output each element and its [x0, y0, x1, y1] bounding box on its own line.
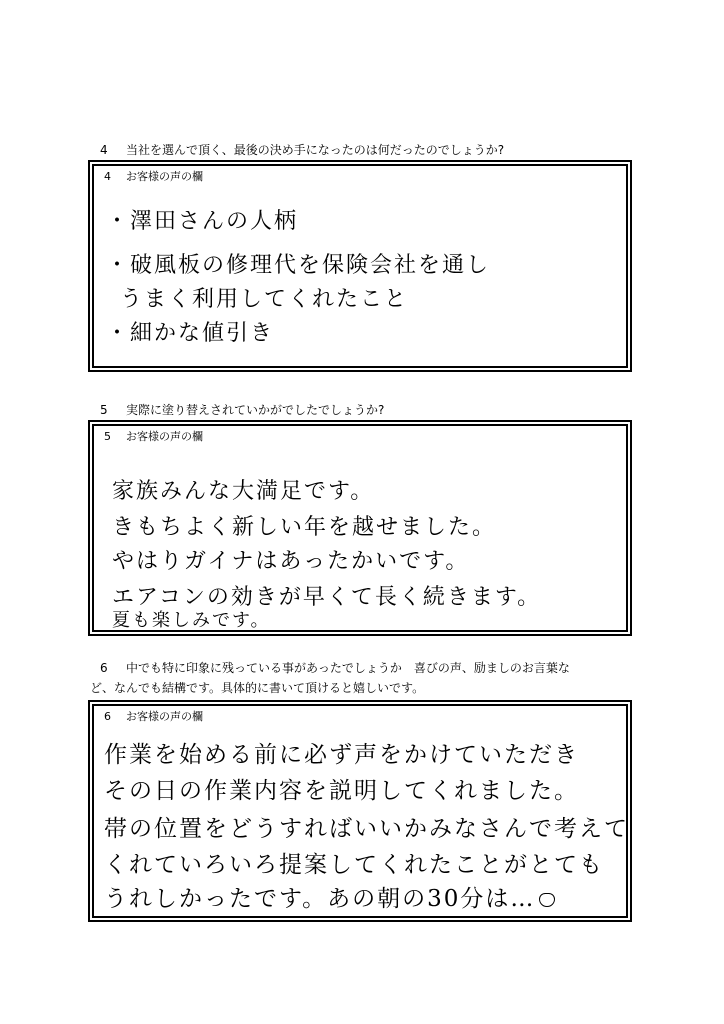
answer-line: きもちよく新しい年を越せました。 — [112, 515, 497, 540]
box-label-text: お客様の声の欄 — [126, 710, 203, 723]
box-label — [104, 428, 203, 444]
question-number: 4 — [100, 143, 108, 157]
answer-line: ・澤田さんの人柄 — [106, 209, 299, 234]
answer-line: うまく利用してくれたこと — [120, 287, 409, 312]
box-label-text: お客様の声の欄 — [126, 430, 203, 443]
answer-line: くれていろいろ提案してくれたことがとても — [104, 852, 604, 878]
answer-line: 作業を始める前に必ず声をかけていただき — [104, 742, 579, 768]
box-label — [104, 708, 203, 724]
answer-line: エアコンの効きが早くて長く続きます。 — [112, 585, 542, 610]
answer-line-last — [104, 880, 555, 913]
answer-box-4 — [88, 160, 632, 372]
box-number: 4 — [104, 170, 111, 183]
answer-line: 帯の位置をどうすればいいかみなさんで考えて — [104, 816, 629, 842]
answer-line: やはりガイナはあったかいです。 — [112, 549, 470, 574]
question-number: 5 — [100, 403, 108, 417]
answer-line: ・破風板の修理代を保険会社を通し — [106, 253, 491, 278]
question-number: 6 — [100, 661, 108, 675]
box-number: 6 — [104, 710, 111, 723]
smiley-heart-icon — [539, 893, 555, 907]
box-label-text: お客様の声の欄 — [126, 170, 203, 183]
answer-line: 夏も楽しみです。 — [112, 610, 271, 631]
answer-box-6 — [88, 700, 632, 922]
answer-box-5 — [88, 420, 632, 636]
answer-line: うれしかったです。あの朝の30分は… — [104, 886, 536, 912]
answer-line: 家族みんな大満足です。 — [112, 479, 375, 504]
box-label — [104, 168, 203, 184]
answer-line: ・細かな値引き — [106, 321, 275, 346]
question-5 — [100, 402, 384, 418]
question-text-line1: 中でも特に印象に残っている事があったでしょうか 喜びの声、励ましのお言葉な — [126, 661, 570, 675]
question-6 — [100, 660, 570, 676]
question-6-cont — [90, 680, 424, 696]
question-text: 実際に塗り替えされていかがでしたでしょうか? — [126, 403, 385, 417]
box-number: 5 — [104, 430, 111, 443]
question-text-line2: ど、なんでも結構です。具体的に書いて頂けると嬉しいです。 — [90, 681, 425, 695]
question-text: 当社を選んで頂く、最後の決め手になったのは何だったのでしょうか? — [126, 143, 505, 157]
question-4 — [100, 142, 504, 158]
answer-line: その日の作業内容を説明してくれました。 — [104, 778, 579, 804]
